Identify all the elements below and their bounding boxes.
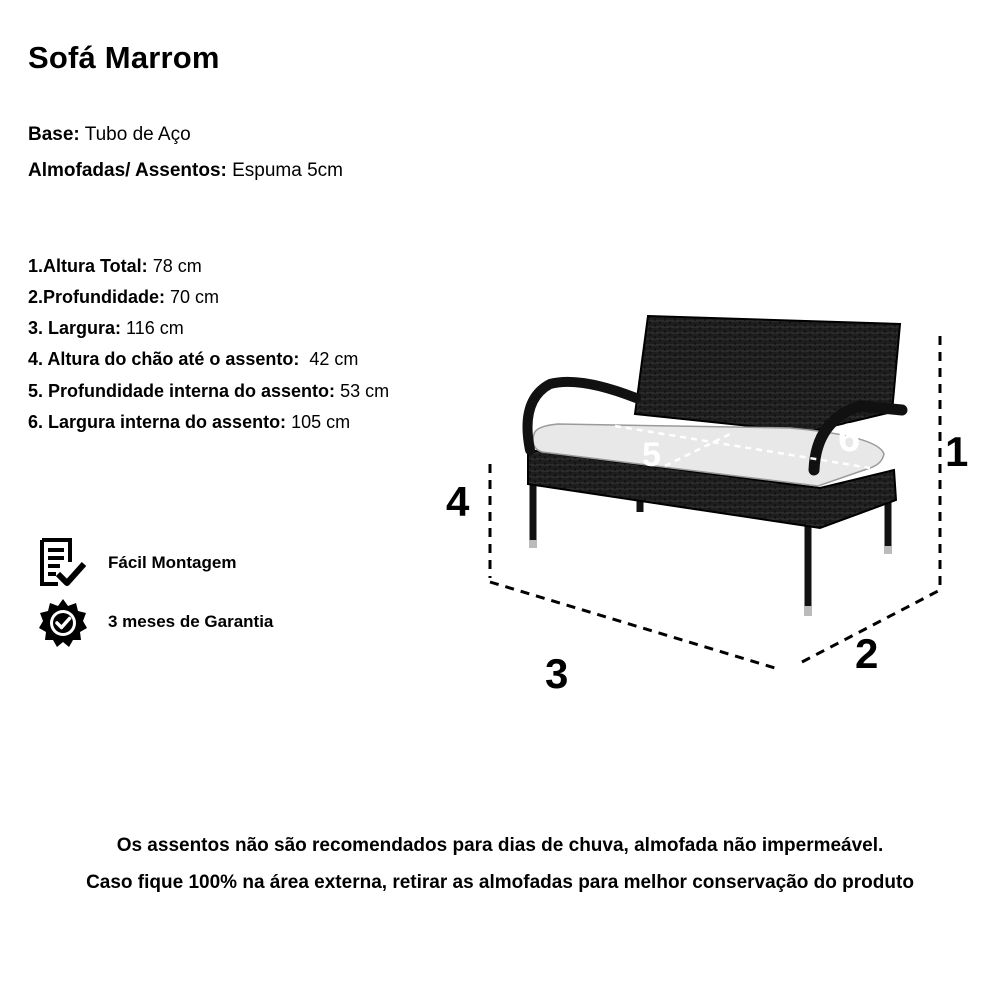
- dimension-value: 42 cm: [304, 349, 359, 369]
- dimension-label: 1.Altura Total:: [28, 256, 148, 276]
- dimension-number-1: 1: [945, 428, 969, 475]
- dimension-number-3: 3: [545, 650, 569, 697]
- dimension-label: 2.Profundidade:: [28, 287, 166, 307]
- dimension-item: [28, 255, 202, 277]
- dimension-value: 116 cm: [126, 318, 184, 338]
- dimension-value: 105 cm: [291, 412, 351, 432]
- care-note: Caso fique 100% na área externa, retirar as almofadas para melhor conservação do produto: [86, 872, 914, 893]
- dimension-number-5: 5: [642, 436, 661, 474]
- feature-label: Fácil Montagem: [108, 553, 237, 572]
- dimension-number-2: 2: [855, 630, 879, 677]
- material-cushions: [28, 160, 343, 182]
- feature-label: 3 meses de Garantia: [108, 612, 274, 631]
- dimension-label: 3. Largura:: [28, 318, 122, 338]
- dimension-label: 5. Profundidade interna do assento:: [28, 381, 336, 401]
- checklist-document-icon: [38, 538, 86, 588]
- dimension-item: [28, 286, 219, 308]
- dimension-item: [28, 380, 389, 402]
- care-note: Os assentos não são recomendados para dias de chuva, almofada não impermeável.: [116, 835, 884, 856]
- dimension-number-6: 6: [838, 416, 861, 460]
- sofa-dimension-diagram: [430, 300, 1000, 720]
- dimension-number-4: 4: [446, 478, 470, 525]
- material-value: Espuma 5cm: [232, 160, 343, 181]
- sofa-illustration: [430, 300, 1000, 720]
- dimension-item: [28, 411, 350, 433]
- dimension-item: [28, 348, 358, 370]
- material-value: Tubo de Aço: [84, 124, 191, 145]
- dimension-label: 6. Largura interna do assento:: [28, 412, 287, 432]
- material-base: [28, 124, 191, 146]
- material-label: Almofadas/ Assentos:: [28, 160, 227, 181]
- badge-check-icon: [38, 598, 86, 648]
- dimension-item: [28, 317, 184, 339]
- dimension-value: 53 cm: [340, 381, 390, 401]
- dimension-value: 70 cm: [170, 287, 220, 307]
- dimension-value: 78 cm: [152, 256, 202, 276]
- page-title: Sofá Marrom: [28, 40, 220, 75]
- dimension-line-3: [490, 582, 775, 668]
- material-label: Base:: [28, 124, 80, 145]
- dimension-label: 4. Altura do chão até o assento:: [28, 349, 300, 369]
